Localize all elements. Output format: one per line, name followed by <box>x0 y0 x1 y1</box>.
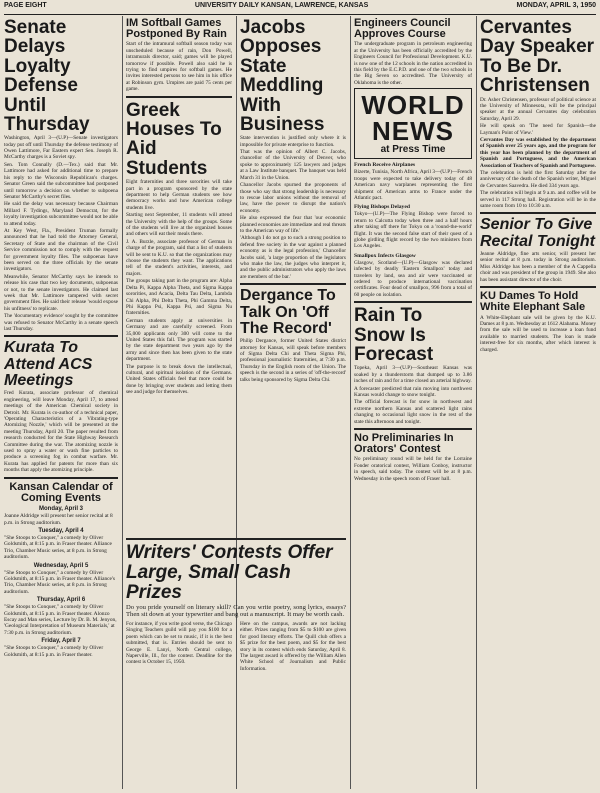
divider <box>240 283 346 285</box>
divider <box>354 301 472 303</box>
page-folio <box>4 2 596 15</box>
calendar-headline: Kansan Calendar of Coming Events <box>9 480 113 504</box>
calendar-day: Friday, April 7 <box>41 638 81 645</box>
greek-paragraph: The purpose is to break down the intellectual, cultural, and spiritual isolation of the Germans. United States officials feel that more could be done by bringing over students and letting them see and judge for themselves. <box>126 363 232 396</box>
column-rule <box>350 16 351 789</box>
jacobs-paragraph: That was the opinion of Albert C. Jacobs, chancellor of the University of Denver, who spoke to approximately 125 lawyers and judges at a Law Institute banquet. The banquet was held March 31 in the Union. <box>240 149 346 181</box>
french-body: Bizerte, Tunisia, North Africa, April 3—(U.P)—French troops were expected to take delivery today of 48 American navy warplanes representing the first shipment of American arms to France under the Atlantic pact. <box>354 169 472 201</box>
greek-paragraph: German students apply at universities in Germany and are carefully screened. From 35,000 applicants only 300 will come to the United States this fall. The program was started by the state department two years ago by the army and since then has been given to the state department. <box>126 317 232 363</box>
world-news-subtitle: at Press Time <box>380 144 446 156</box>
jacobs-headline: Jacobs Opposes State Meddling With Business <box>240 18 325 135</box>
column-3 <box>240 18 346 533</box>
senate-paragraph: Sen. Tom Connally (D.—Tex.) said that Mr. Lattimore had asked for additional time to prepare his reply to the Wisconsin Republican's charges. Senator Green said the subcommittee had postponed until tomorrow a decision on whether to subpoena Senator McCarthy's secret files. <box>4 161 118 200</box>
divider <box>4 335 118 337</box>
page-number: PAGE EIGHT <box>4 2 47 9</box>
engineers-body: The undergraduate program in petroleum engineering at the University has been officially accredited by the Engineers Council for Professional Development. K.U. is now one of the 12 schools in the nation accredited in this field by the E.C.P.D. and one of the two schools in the Big Seven so accredited. The University of Oklahoma is the other. <box>354 41 472 86</box>
calendar-day: Thursday, April 6 <box>36 597 86 604</box>
writers-lead: Do you pride yourself on literary skill? Can you write poetry, song lyrics, essays? Then sit down at your typewriter and bang out a manuscript. It may be worth cash. <box>126 603 346 619</box>
rain-headline: Rain To Snow Is Forecast <box>354 305 434 365</box>
divider <box>4 477 118 479</box>
cervantes-paragraph: He will speak on 'The need for Spanish—the Layman's Point of View.' <box>480 123 596 136</box>
rain-paragraph: Topeka, April 3—(U.P)—Southeast Kansas was soaked by a thunderstorm that dumped up to 3.86 inches of rain and for a time closed an arterial highway. <box>354 365 472 385</box>
cervantes-paragraph: Dr. Asher Christensen, professor of political science at the University of Minnesota, will be the principal speaker at the annual Cervantes day celebration Saturday, April 29. <box>480 96 596 122</box>
column-rule <box>476 16 477 789</box>
calendar-event: Joanne Aldridge will present her senior recital at 8 p.m. in Strong auditorium. <box>4 513 113 526</box>
calendar-event: "She Stoops to Conquer," a comedy by Oliver Goldsmith, at 8:15 p.m. in Fraser theater. <box>4 645 104 658</box>
greek-paragraph: Eight fraternities and three sororities will take part in a program sponsored by the state department to help German students see how democracy works and how American college students live. <box>126 179 232 211</box>
senior-recital-headline: Senior To Give Recital Tonight <box>480 216 595 250</box>
kudames-body: A White-Elephant sale will be given by the K.U. Dames at 8 p.m. Wednesday at 1612 Alabama. Money from the sale will be used to increase a loan fund available to married students. The loan is made interest-free for six months, after which interest is charged. <box>480 314 596 353</box>
divider <box>126 96 232 98</box>
greek-paragraph: Starting next September, 11 students will attend the University with the help of the groups. Some of the students will live at the organized houses and others will eat their meals there. <box>126 212 232 238</box>
smallpox-body: Glasgow, Scotland—(U.P)—Glasgow was declared infected by deadly 'Eastern Smallpox' today and travelers by land, sea and air were vaccinated or ordered to produce international vaccination certificates. Four dead of smallpox, 996 from a total of 60 people on isolation. <box>354 259 472 298</box>
greek-paragraph: The groups taking part in the program are: Alpha Delta Pi, Kappa Alpha Theta, and Sigma Kappa sororities, and Acacia, Delta Tau Delta, Lambda Chi Alpha, Phi Delta Theta, Phi Gamma Delta, Phi Kappa Psi, Kappa Psi, and Sigma Nu fraternities. <box>126 278 232 317</box>
calendar-day: Wednesday, April 5 <box>33 562 89 569</box>
greek-paragraph: J. A. Burzle, associate professor of German in charge of the program, said that a list of students will be sent to K.U. so that the organizations may choose the students they want. The applications tell of the student's activities, interests, and majors. <box>126 238 232 277</box>
preliminaries-headline: No Preliminaries In Orators' Contest <box>354 431 454 456</box>
senate-paragraph: Washington, April 3—(U.P)—Senate investigators today put off until Thursday the defense testimony of Owen Lattimore, Far Eastern expert Sen. Joseph R. McCarthy charges is a Soviet spy. <box>4 135 118 161</box>
engineers-headline: Engineers Council Approves Course <box>354 18 451 41</box>
kudames-headline: KU Dames To Hold White Elephant Sale <box>480 290 586 314</box>
kurata-body: Fred Kurata, associate professor of chemical engineering, will leave Monday, April 17, to attend meetings of the American Chemical society in Detroit. Mr. Kurata is co-author of a technical paper, 'Operating Characteristics of a Vibrating-type Atomizing Nozzle,' which will be presented at the meeting Thursday, April 20. The paper resulted from research conducted for the State Highway Research Committee during the war. The atomizing nozzle is used to spray a water or wash fine particles to produce a screening fog in combat warfare. Mr. Kurata has applied for patents for more than six months that apply the atomizing principle. <box>4 390 118 474</box>
calendar-day: Monday, April 3 <box>38 506 83 513</box>
writers-right: Here on the campus, awards are not lacking either. Prizes ranging from $5 to $100 are given for good literary efforts. The Quill club offers a $5 prize for the best poem, and $5 for the best story in its contest which ends Saturday, April 8. The largest award is offered by the William Allen White School of Journalism and Public Information. <box>240 621 346 672</box>
column-5 <box>480 18 596 788</box>
cervantes-paragraph: The celebration will begin at 9 a.m. and coffee will be served in 117 Strong hall. Registration will be in the same room from 10 to 10:30 a.m. <box>480 190 596 209</box>
kurata-headline: Kurata To Attend ACS Meetings <box>4 339 93 390</box>
issue-date: MONDAY, APRIL 3, 1950 <box>516 2 596 9</box>
calendar-event: "She Stoops to Conquer," a comedy by Oliver Goldsmith, at 8:15 p.m. in Fraser theater. Alliance Trio, Chamber Music series, at 8 p.m. in Strong auditorium. <box>4 534 112 561</box>
cervantes-headline: Cervantes Day Speaker To Be Dr. Christensen <box>480 18 595 97</box>
calendar-event: "She Stoops to Conquer," a comedy by Oliver Goldsmith, at 8:15 p.m. in Fraser theater. Alliance's Trio, Chamber Music series, at 8 p.m. in Strong auditorium. <box>4 569 116 595</box>
flying-body: Tokyo—(U.P)—The Flying Bishop were forced to return to Calcutta today when three and a half hours after taking off there for Tokyo on a 'round-the-world' flight. It was the second false start of their quest of a globe girdling flight record by the two ministers from Los Angeles. <box>354 211 472 250</box>
dergance-headline: Dergance To Talk On 'Off The Record' <box>240 287 336 337</box>
writers-article <box>126 538 346 793</box>
calendar-day: Tuesday, April 4 <box>38 527 84 534</box>
smallpox-headline: Smallpox Infects Glasgow <box>354 252 416 259</box>
jacobs-paragraph: 'Although I do not go to such a strong position to defend free society in the war against a planned economy as is the legal profession,' Chancellor Jacobs said, 'a large proportion of the legislators who make the law, the judges who interpret it, and the public administrators who apply the laws are members of the bar.' <box>240 235 346 280</box>
jacobs-paragraph: State intervention is justified only where it is impossible for private enterprise to function. <box>240 135 346 148</box>
flying-headline: Flying Bishops Delayed <box>354 204 410 211</box>
cervantes-paragraph: Cervantes Day was established by the department of Spanish over 25 years ago, and the program for this year has been planned by the department of Spanish and Portuguese, and the American Association of Teachers of Spanish and Portuguese. <box>480 136 596 169</box>
column-1 <box>4 18 118 788</box>
senate-paragraph: The 'documentary evidence' sought by the committee was refused to Senator McCarthy in a senate speech last Thursday. <box>4 313 118 333</box>
softball-headline: IM Softball Games Postponed By Rain <box>126 18 227 41</box>
jacobs-paragraph: He also expressed the fear that 'our economic planned economies are immediate and real threats to the American way of life.' <box>240 215 346 234</box>
greek-headline: Greek Houses To Aid Students <box>126 99 222 179</box>
french-headline: French Receive Airplanes <box>354 162 416 169</box>
rain-paragraph: The official forecast is for snow in northwest and extreme northern Kansas and scattered light rains changing to occasional light snow in the rest of the state this afternoon and tonight. <box>354 399 472 425</box>
rain-paragraph: A forecaster predicted that rain moving into northwest Kansas would change to snow tonight. <box>354 385 472 398</box>
jacobs-paragraph: Chancellor Jacobs spurned the proponents of those who say that strong leadership is necessary to rescue labor unions without the removal of law, have the power to disrupt the nation's economy. <box>240 182 346 214</box>
writers-left: For instance, if you write good verse, the Chicago Singing Teachers guild will pay you $100 for a poem which can be set to music, if it is the best submitted, that is. Entries should be sent to George E. Lanyi, North Central college, Naperville, Ill., for the contest. Deadline for the contest is October 15, 1950. <box>126 621 232 666</box>
senate-paragraph: At Key West, Fla., President Truman formally announced that he had told the Attorney General, Secretary of State and the chairman of the Civil Service commission not to comply with the request for government loyalty files. The subpoenas have been served on the three officials by the senate investigators. <box>4 227 118 273</box>
writers-headline: Writers' Contests Offer Large, Small Cash Prizes <box>126 542 333 603</box>
cervantes-paragraph: The celebration is held the first Saturday after the anniversary of the death of the Spanish writer, Miguel de Cervantes Saavedra. He died 334 years ago. <box>480 169 596 189</box>
column-2 <box>126 18 232 533</box>
writers-columns <box>126 620 346 673</box>
senior-recital-body: Jeanne Aldridge, fine arts senior, will present her senior recital at 8 p.m. today in Strong auditorium. Miss Aldridge has been a member of the A Cappella choir and was president of the group in 1949. She also has been assistant director of the choir. <box>480 251 596 283</box>
senate-paragraph: He said the delay was necessary because Chairman Millard F. Tydings, Maryland Democrat, for the loyalty investigation subcommittee would not be able to attend today. <box>4 201 118 227</box>
calendar-event: "She Stoops to Conquer," a comedy by Oliver Goldsmith, at 8:15 p.m. in Fraser theater. Alonzo Escay and Man series, Lecture by Dr. B. M. Jenyon, 'Geological Interpretation of Museum Materials,' at 7:30 p.m. in Strong auditorium. <box>4 604 117 636</box>
column-4 <box>354 18 472 788</box>
divider <box>480 212 596 214</box>
world-news-box <box>354 88 472 159</box>
softball-body: Start of the intramural softball season today was unscheduled because of rain, Don Powell, intramurals director, said; games will be played tomorrow if possible. Powell also said he is trying to find umpires for softball games. He invites interested persons to see him in his office at Robinson gym. Umpires are paid 75 cents per game. <box>126 41 232 93</box>
masthead-line: UNIVERSITY DAILY KANSAN, LAWRENCE, KANSAS <box>194 2 369 9</box>
column-rule <box>122 16 123 789</box>
preliminaries-body: No preliminary round will be held for the Lorraine Fonder oratorical contest, William Conboy, instructor in speech, said today. The contest will be at 8 p.m. Wednesday in the speech room of Fraser hall. <box>354 456 472 482</box>
world-news-title: WORLD NEWS <box>361 90 465 147</box>
senate-paragraph: Meanwhile, Senator McCarthy says he intends to release his case that two key documents, subpoenas or not, to the senate investigators. He claimed last week that Mr. Lattimore tampered with secret government files. He said their release 'would expose his unfitness' to replicate. <box>4 273 118 312</box>
divider <box>354 428 472 430</box>
senate-headline: Senate Delays Loyalty Defense Until Thursday <box>4 18 90 135</box>
dergance-body: Philip Dergance, former United States district attorney for Kansas, will speak before members of Sigma Delta Chi and Theta Sigma Phi, professional journalistic fraternities, at 7:30 p.m. Thursday in the English room of the Union. The speech is the second in a series of 'off-the-record' talks being sponsored by Sigma Delta Chi. <box>240 338 346 383</box>
divider <box>480 286 596 288</box>
